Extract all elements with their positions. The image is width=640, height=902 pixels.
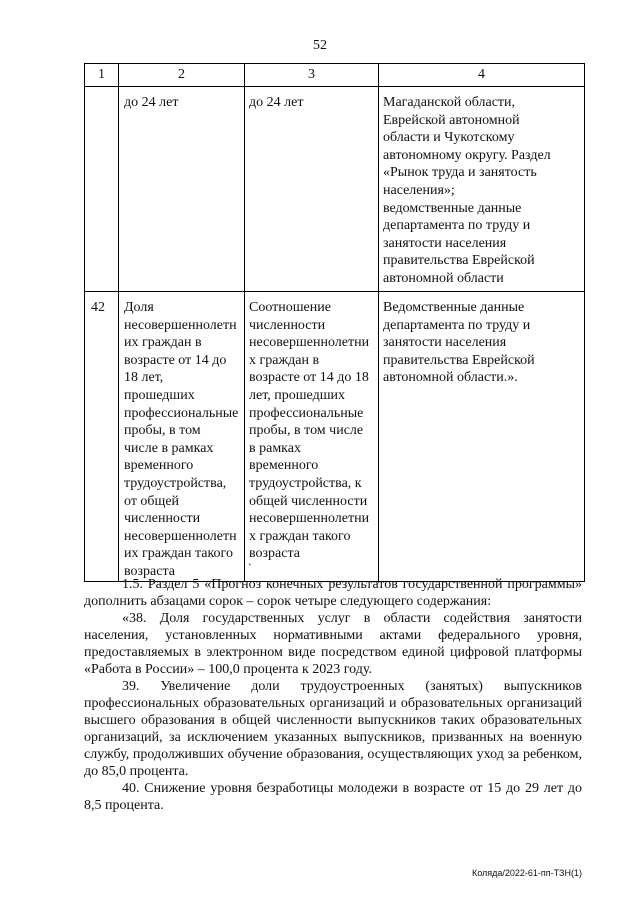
definition-text: Соотношение численности несовершеннолетни х граждан в возрасте от 14 до 18 лет, прошедших профессиональные пробы, в том числе в рамках временного трудоустройства, к общей численности несовершеннолетни х граждан такого возраста bbox=[249, 300, 370, 562]
table-header-row bbox=[85, 64, 585, 87]
header-cell: 4 bbox=[379, 64, 585, 87]
definition-text: до 24 лет bbox=[249, 95, 304, 110]
row-number-cell bbox=[85, 87, 119, 292]
paragraph: 1.5. Раздел 5 «Прогноз конечных результатов государственной программы» дополнить абзацами сорок – сорок четыре следующего содержания: bbox=[84, 577, 582, 609]
header-cell: 2 bbox=[119, 64, 245, 87]
definition-cell bbox=[245, 87, 379, 292]
indicators-table bbox=[84, 63, 585, 582]
indicator-text: Доля несовершеннолетн их граждан в возрасте от 14 до 18 лет, прошедших профессиональные пробы, в том числе в рамках временного трудоустройства, от общей численности несовершеннолетн их граждан такого возраста bbox=[124, 300, 239, 579]
table-row bbox=[85, 292, 585, 582]
source-text: Магаданской области, Еврейской автономной области и Чукотскому автономному округу. Раздел «Рынок труда и занятость населения»; ведомственные данные департамента по труду и занятости населения правительства Еврейской автономной области bbox=[383, 95, 551, 286]
indicator-cell bbox=[119, 292, 245, 582]
document-footer-code: Коляда/2022-61-пп-ТЗН(1) bbox=[471, 868, 582, 878]
source-cell bbox=[379, 292, 585, 582]
header-cell: 1 bbox=[85, 64, 119, 87]
source-text: Ведомственные данные департамента по труду и занятости населения правительства Еврейской автономной области.». bbox=[383, 300, 535, 386]
row-number bbox=[85, 87, 118, 94]
source-cell bbox=[379, 87, 585, 292]
paragraph: 40. Снижение уровня безработицы молодежи в возрасте от 15 до 29 лет до 8,5 процента. bbox=[84, 781, 582, 813]
indicator-text: до 24 лет bbox=[124, 95, 179, 110]
body-text bbox=[84, 576, 582, 814]
header-cell: 3 bbox=[245, 64, 379, 87]
row-number: 42 bbox=[91, 300, 105, 315]
definition-cell bbox=[245, 292, 379, 582]
row-number-cell bbox=[85, 292, 119, 582]
page-number: 52 bbox=[313, 38, 327, 53]
paragraph: «38. Доля государственных услуг в области содействия занятости населения, установленных нормативными актами федерального уровня, предоставляемых в электронном виде посредством единой цифровой платформы «Работа в России» – 100,0 процента к 2023 году. bbox=[84, 611, 582, 677]
definition-tail-mark: ` bbox=[248, 560, 252, 575]
paragraph: 39. Увеличение доли трудоустроенных (занятых) выпускников профессиональных образовательных организаций и образовательных организаций высшего образования в общей численности выпускников таких образовательных организаций, за исключением указанных выпускников, призванных на военную службу, продолживших обучение образования, осуществляющих уход за ребенком, до 85,0 процента. bbox=[84, 679, 582, 779]
table-row bbox=[85, 87, 585, 292]
indicator-cell bbox=[119, 87, 245, 292]
